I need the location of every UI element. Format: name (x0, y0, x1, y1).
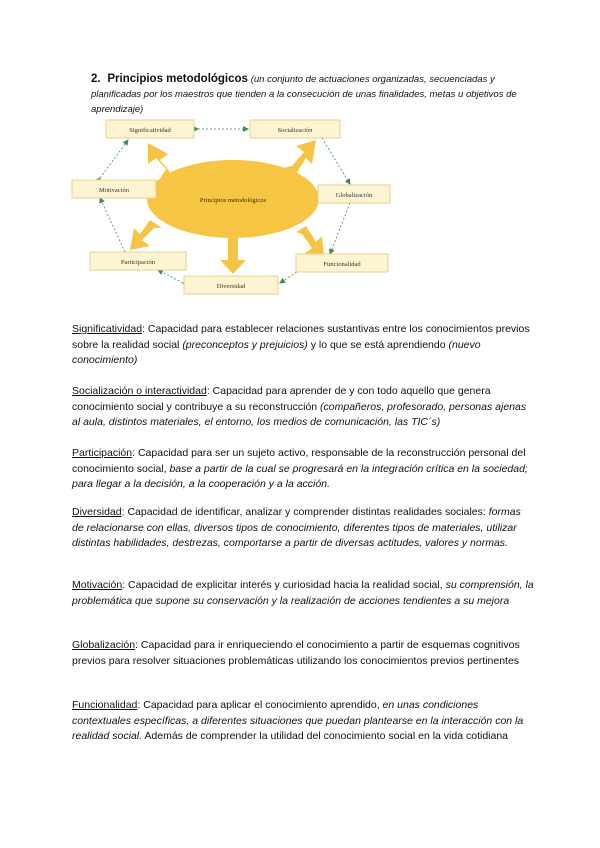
connector-diversidad-participacion (158, 270, 183, 283)
node-diversidad-label: Diversidad (216, 283, 246, 290)
node-globalizacion (318, 185, 390, 203)
connector-participacion-motivacion (100, 198, 125, 252)
node-motivacion (72, 180, 156, 198)
definition-term: Significatividad (72, 323, 143, 335)
node-globalizacion-label: Globalización (335, 192, 373, 199)
definition-term: Diversidad (72, 506, 122, 518)
definition-term: Socialización o interactividad (72, 385, 207, 397)
node-funcionalidad (296, 254, 388, 272)
definition-term: Funcionalidad (72, 699, 138, 711)
definition-term: Globalización (72, 639, 136, 651)
definition-motivacion: Motivación: Capacidad de explicitar interés y curiosidad hacia la realidad social, su comprensión, la problemática que supone su conservación y la realización de acciones tendientes a su mejora (72, 579, 534, 607)
principles-diagram (0, 0, 600, 310)
arrow-to-diversidad (220, 238, 246, 274)
node-significatividad (106, 120, 194, 138)
definition-term: Motivación (72, 579, 123, 591)
section-number: 2. (91, 73, 101, 85)
section-subtitle: (un conjunto de actuaciones organizadas, secuenciadas y planificadas por los maestros que tienden a la consecución de unas finalidades, metas u objetivos de aprendizaje) (91, 74, 517, 115)
definition-participacion: Participación: Capacidad para ser un sujeto activo, responsable de la reconstrucción personal del conocimiento social, base a partir de la cual se progresará en la integración crítica en la sociedad; para llegar a la decisión, a la cooperación y a la acción. (72, 447, 528, 490)
definition-significatividad: Significatividad: Capacidad para establecer relaciones sustantivas entre los conocimientos previos sobre la realidad social (preconceptos y prejuicios) y lo que se está aprendiendo (nuevo conocimiento) (72, 323, 530, 366)
definition-globalizacion: Globalización: Capacidad para ir enriqueciendo el conocimiento a partir de esquemas cognitivos previos para resolver situaciones problemáticas utilizando los conocimientos previos pertinentes (72, 639, 520, 667)
arrow-to-participacion (130, 220, 162, 250)
node-motivacion-label: Motivación (99, 187, 129, 194)
arrow-to-funcionalidad (296, 226, 324, 258)
section-title: Principios metodológicos (107, 73, 248, 85)
definition-diversidad: Diversidad: Capacidad de identificar, analizar y comprender distintas realidades sociales: formas de relacionarse con ellas, diversos tipos de conocimiento, diferentes tipos de materiales, utilizar distintas habilidades, destrezas, comportarse a partir de diversas actitudes, valores y normas. (72, 506, 521, 549)
connector-socializacion-globalizacion (322, 138, 350, 184)
node-socializacion-label: Socialización (277, 127, 313, 134)
node-participacion-label: Participación (120, 259, 156, 266)
definition-term: Participación (72, 447, 133, 459)
center-label: Principios metodológicos (199, 197, 267, 204)
connector-motivacion-significatividad (100, 140, 128, 178)
connector-globalizacion-funcionalidad (330, 203, 350, 254)
node-significatividad-label: Significatividad (129, 127, 171, 134)
definition-socializacion: Socialización o interactividad: Capacidad para aprender de y con todo aquello que genera conocimiento social y contribuye a su reconstrucción (compañeros, profesorado, personas ajenas al aula, distintos materiales, el entorno, los medios de comunicación, las TIC´s) (72, 385, 527, 428)
node-diversidad (184, 276, 278, 294)
node-socializacion (250, 120, 340, 138)
definition-funcionalidad: Funcionalidad: Capacidad para aplicar el conocimiento aprendido, en unas condiciones contextuales específicas, a diferentes situaciones que puedan plantearse en la interacción con la realidad social. Además de comprender la utilidad del conocimiento social en la vida cotidiana (72, 699, 524, 742)
node-funcionalidad-label: Funcionalidad (323, 261, 361, 268)
node-participacion (90, 252, 186, 270)
